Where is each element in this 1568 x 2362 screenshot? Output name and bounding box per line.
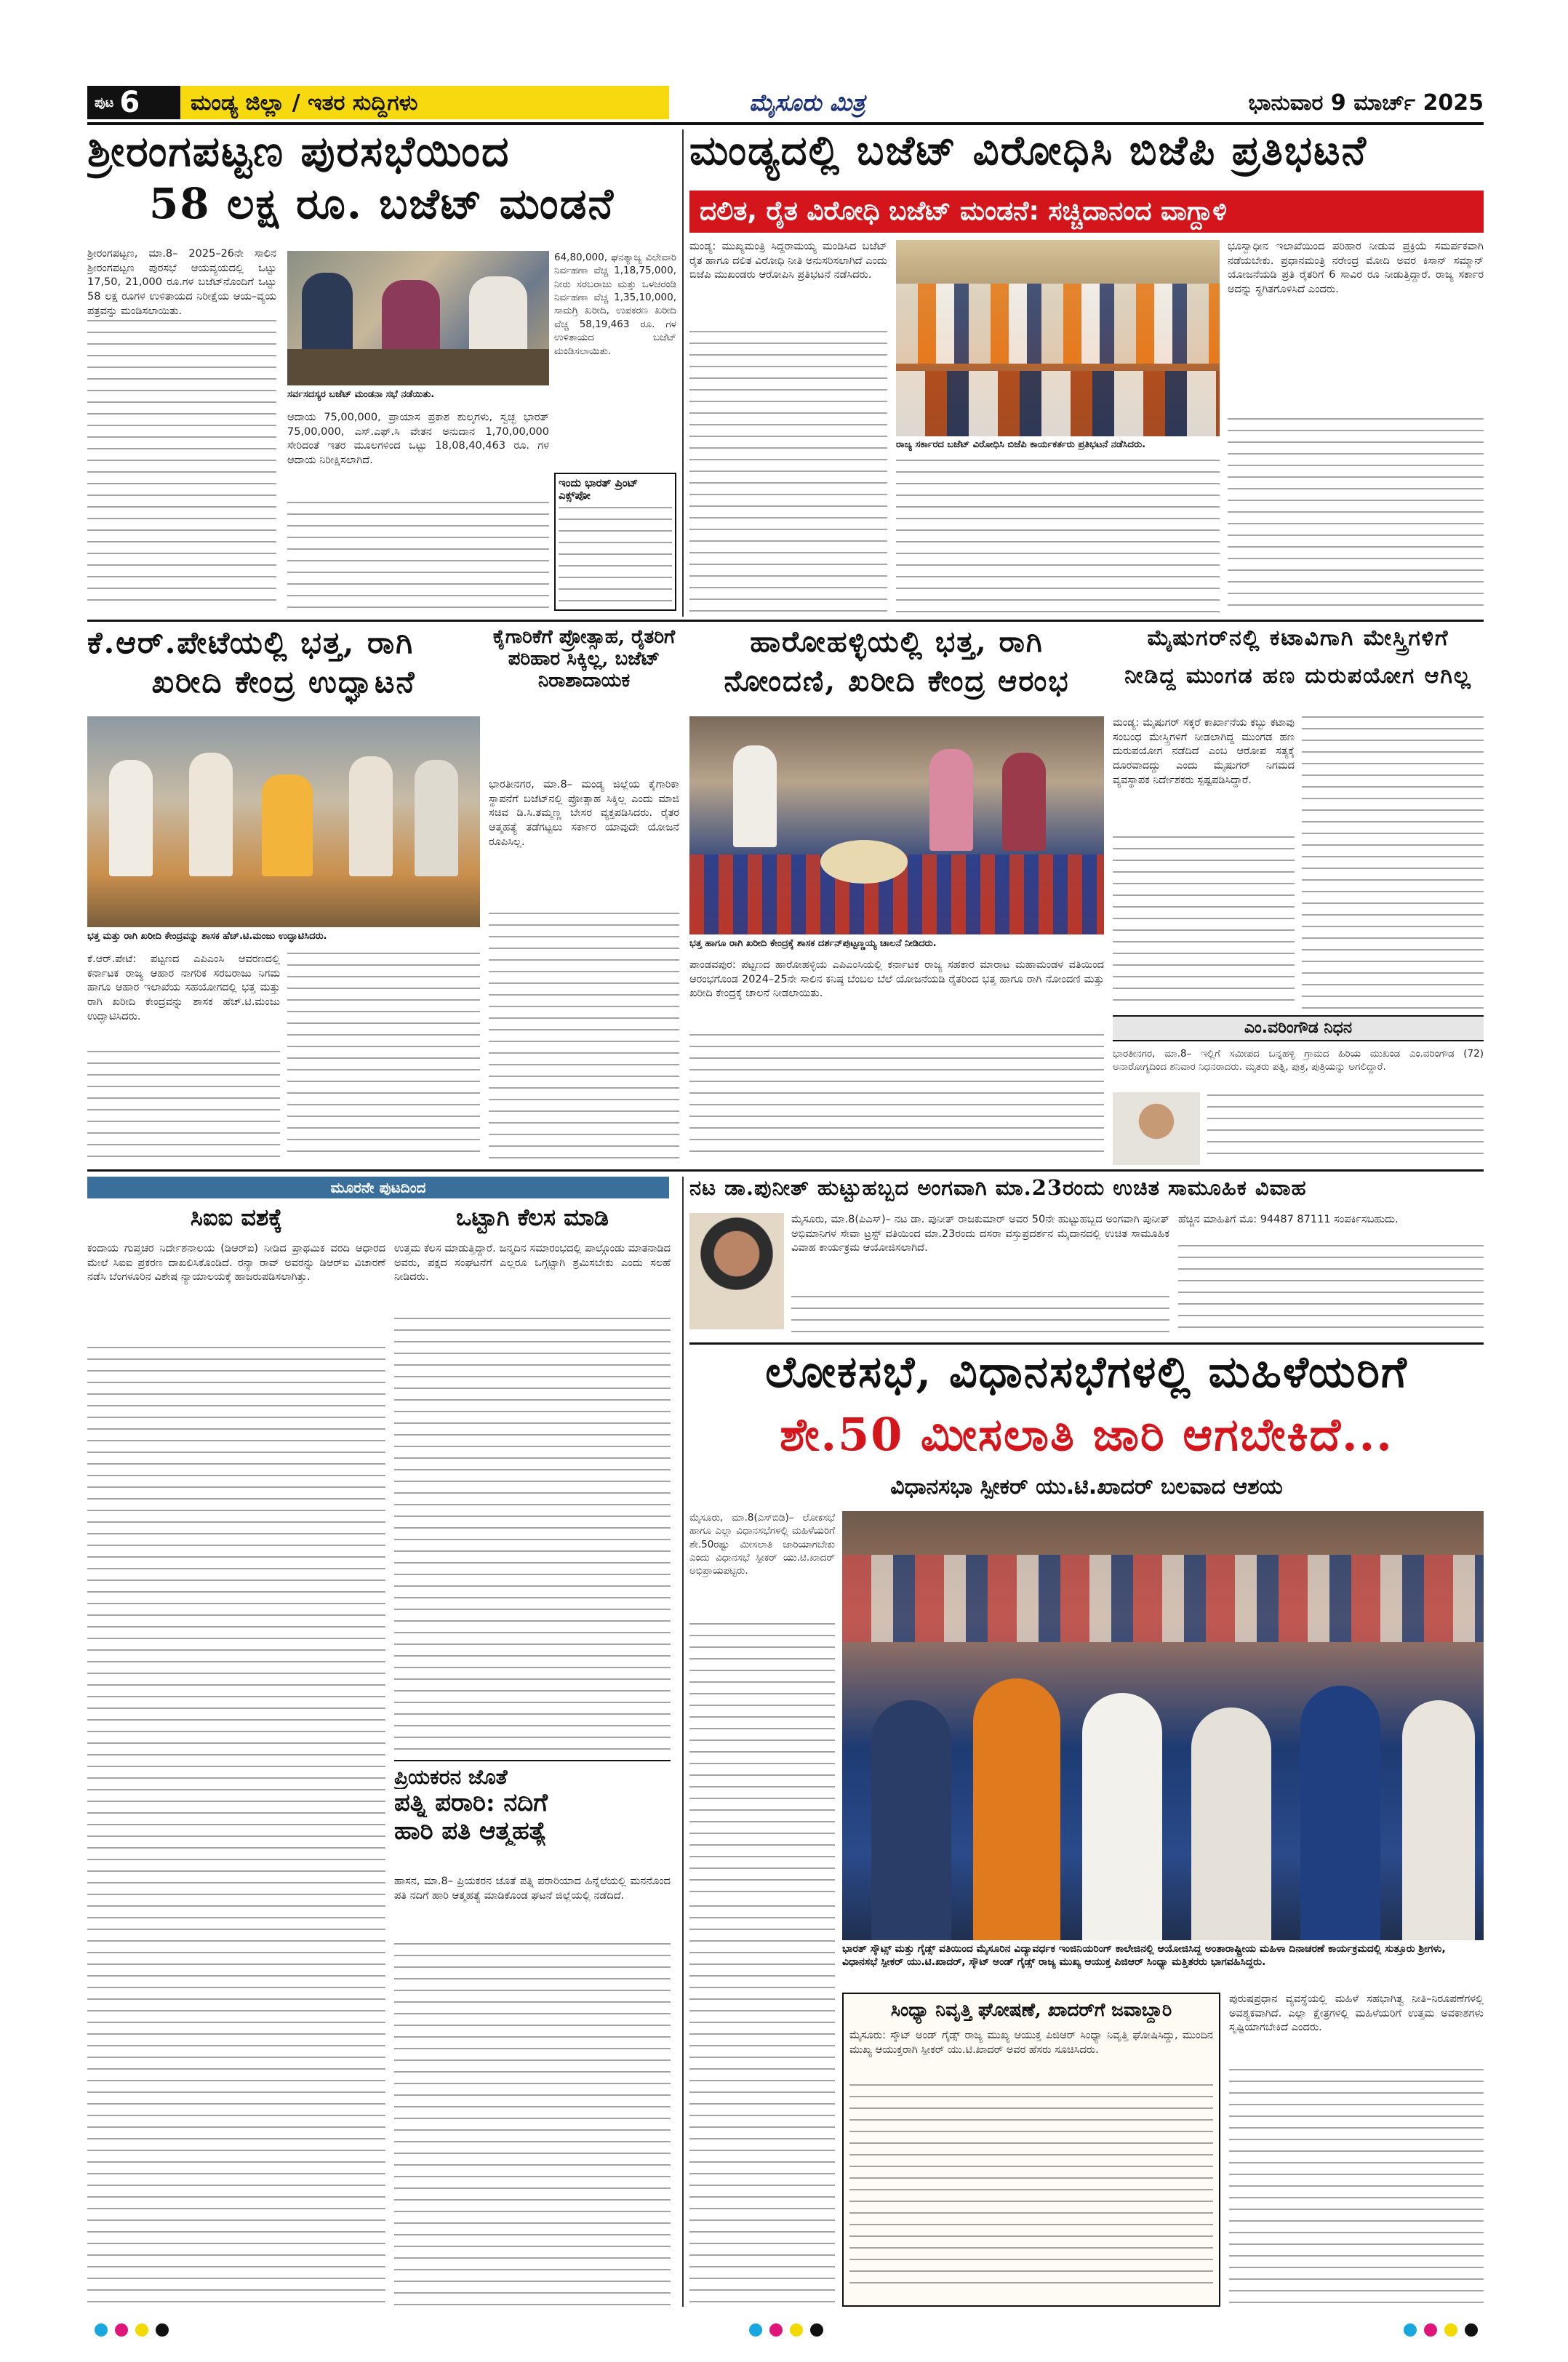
story1-column1-text — [87, 320, 276, 611]
story11-box-lines — [849, 2084, 1213, 2288]
story11-right-lines — [1229, 2069, 1484, 2307]
story5-headline — [689, 627, 1104, 707]
story5-photo — [689, 716, 1104, 934]
story10-headline: ನಟ ಡಾ.ಪುನೀತ್ ಹುಟ್ಟುಹಬ್ಬದ ಅಂಗವಾಗಿ ಮಾ.23ರಂದು ಉಚಿತ ಸಾಮೂಹಿಕ ವಿವಾಹ — [689, 1177, 1307, 1200]
story5-lines — [689, 1034, 1104, 1160]
story8-text: ಉತ್ತಮ ಕೆಲಸ ಮಾಡುತ್ತಿದ್ದಾರೆ. ಜನ್ಮದಿನ ಸಮಾರಂಭದಲ್ಲಿ ಪಾಲ್ಗೊಂಡು ಮಾತನಾಡಿದ ಅವರು, ಪಕ್ಷದ ಸಂಘಟನೆಗೆ ಎಲ್ಲರೂ ಒಗ್ಗಟ್ಟಾಗಿ ಶ್ರಮಿಸಬೇಕು ಎಂದು ಸಲಹೆ ನೀಡಿದರು. — [394, 1243, 671, 1284]
story7-headline: ಸಿಐಐ ವಶಕ್ಕೆ — [190, 1204, 283, 1231]
story11-column2-lines — [689, 1905, 835, 2307]
section-title: ಮಂಡ್ಯ ಜಿಲ್ಲಾ / ಇತರ ಸುದ್ದಿಗಳು — [191, 90, 418, 116]
story10-contact: ಹೆಚ್ಚಿನ ಮಾಹಿತಿಗೆ ಮೊ: 94487 87111 ಸಂಪರ್ಕಿಸಬಹುದು. — [1178, 1214, 1399, 1225]
story6-text: ಮಂಡ್ಯ: ಮೈಷುಗರ್ ಸಕ್ಕರೆ ಕಾರ್ಖಾನೆಯ ಕಬ್ಬು ಕಟಾವು ಸಂಬಂಧ ಮೇಸ್ತ್ರಿಗಳಿಗೆ ನೀಡಲಾಗಿದ್ದ ಮುಂಗಡ ಹಣ ದುರುಪಯೋಗ ನಡೆದಿದೆ ಎಂಬ ಆರೋಪ ಸತ್ಯಕ್ಕೆ ದೂರವಾದದ್ದು ಎಂದು ಮೈಷುಗರ್ ನಿಗಮದ ವ್ಯವಸ್ಥಾಪಕ ನಿರ್ದೇಶಕರು ಸ್ಪಷ್ಟಪಡಿಸಿದ್ದಾರೆ. — [1113, 717, 1295, 786]
story11-box — [842, 1993, 1220, 2307]
story3-photo — [87, 716, 480, 927]
story11-column1-lines — [689, 1623, 835, 1899]
story2-subheadline: ದಲಿತ, ರೈತ ವಿರೋಧಿ ಬಜೆಟ್ ಮಂಡನೆ: ಸಚ್ಚಿದಾನಂದ ವಾಗ್ದಾಳಿ — [689, 191, 1484, 233]
story1-lead-text: ಶ್ರೀರಂಗಪಟ್ಟಣ, ಮಾ.8– 2025–26ನೇ ಸಾಲಿನ ಶ್ರೀರಂಗಪಟ್ಟಣ ಪುರಸಭೆ ಆಯವ್ಯಯದಲ್ಲಿ ಒಟ್ಟು 17,50, 21,000 ರೂ.ಗಳ ಬಜೆಟ್‌ನೊಂದಿಗೆ ಒಟ್ಟು 58 ಲಕ್ಷ ರೂಗಳ ಉಳಿತಾಯದ ನಿರೀಕ್ಷೆಯ ಆಯ–ವ್ಯಯ ಪತ್ರವನ್ನು ಮಂಡಿಸಲಾಯಿತು. — [87, 248, 276, 317]
story1-inset-lines — [559, 507, 672, 609]
story3-headline — [87, 627, 480, 707]
row-rule-3 — [689, 1342, 1484, 1345]
story11-headline-line2: ಶೇ.50 ಮೀಸಲಾತಿ ಜಾರಿ ಆಗಬೇಕಿದೆ... — [780, 1411, 1393, 1461]
story9-headline-line2: ಪತ್ನಿ ಪರಾರಿ: ನದಿಗೆ — [394, 1789, 548, 1818]
story5-photo-caption: ಭತ್ತ ಹಾಗೂ ರಾಗಿ ಖರೀದಿ ಕೇಂದ್ರಕ್ಕೆ ಶಾಸಕ ದರ್ಶನ್‌ಪುಟ್ಟಣ್ಣಯ್ಯ ಚಾಲನೆ ನೀಡಿದರು. — [689, 938, 937, 949]
page-number: 6 — [119, 86, 140, 119]
obituary-text: ಭಾರತೀನಗರ, ಮಾ.8– ಇಲ್ಲಿಗೆ ಸಮೀಪದ ಬನ್ನಹಳ್ಳಿ ಗ್ರಾಮದ ಹಿರಿಯ ಮುಖಂಡ ಎಂ.ವರಿಂಗೌಡ (72) ಅನಾರೋಗ್ಯದಿಂದ ಶನಿವಾರ ನಿಧನರಾದರು. ಮೃತರು ಪತ್ನಿ, ಪುತ್ರ, ಪುತ್ರಿಯನ್ನು ಅಗಲಿದ್ದಾರೆ. — [1113, 1048, 1484, 1073]
masthead-rule — [87, 122, 1484, 125]
story10-lines — [791, 1296, 1169, 1337]
story4-lines — [489, 913, 679, 1160]
story10-text: ಮೈಸೂರು, ಮಾ.8(ಪಿಎಸ್)– ನಟ ಡಾ. ಪುನೀತ್ ರಾಜಕುಮಾರ್ ಅವರ 50ನೇ ಹುಟ್ಟುಹಬ್ಬದ ಅಂಗವಾಗಿ ಪುನೀತ್ ಅಭಿಮಾನಿಗಳ ಸೇವಾ ಟ್ರಸ್ಟ್ ವತಿಯಿಂದ ಮಾ.23ರಂದು ದಸರಾ ವಸ್ತುಪ್ರದರ್ಶನ ಮೈದಾನದಲ್ಲಿ ಉಚಿತ ಸಾಮೂಹಿಕ ವಿವಾಹ ಕಾರ್ಯಕ್ರಮ ಆಯೋಜಿಸಲಾಗಿದೆ. — [791, 1214, 1169, 1254]
story3-headline-line1: ಕೆ.ಆರ್.ಪೇಟೆಯಲ್ಲಿ ಭತ್ತ, ರಾಗಿ — [87, 627, 415, 660]
story11-headline-line1: ಲೋಕಸಭೆ, ವಿಧಾನಸಭೆಗಳಲ್ಲಿ ಮಹಿಳೆಯರಿಗೆ — [765, 1350, 1408, 1398]
story7-text: ಕಂದಾಯ ಗುಪ್ತಚರ ನಿರ್ದೇಶನಾಲಯ (ಡಿಆರ್‌ಐ) ನೀಡಿದ ಪ್ರಾಥಮಿಕ ವರದಿ ಆಧಾರದ ಮೇಲೆ ಸಿಐಐ ಪ್ರಕರಣ ದಾಖಲಿಸಿಕೊಂಡಿದೆ. ರನ್ಯಾ ರಾವ್ ಅವರನ್ನು ಡಿಆರ್‌ಐ ವಿಚಾರಣೆ ನಡೆಸಿ ಬೆಂಗಳೂರಿನ ವಿಶೇಷ ನ್ಯಾಯಾಲಯಕ್ಕೆ ಹಾಜರುಪಡಿಸಲಾಗಿತ್ತು. — [87, 1243, 385, 1284]
story6-headline-line2: ನೀಡಿದ್ದ ಮುಂಗಡ ಹಣ ದುರುಪಯೋಗ ಆಗಿಲ್ಲ — [1124, 665, 1472, 689]
story2-column2-text — [896, 460, 1220, 614]
story1-inset-box — [554, 473, 676, 611]
story7-lines — [87, 1347, 385, 2307]
story1-headline-line1: ಶ್ರೀರಂಗಪಟ್ಟಣ ಪುರಸಭೆಯಿಂದ — [87, 129, 511, 176]
story4-text: ಭಾರತೀನಗರ, ಮಾ.8– ಮಂಡ್ಯ ಜಿಲ್ಲೆಯ ಕೈಗಾರಿಕಾ ಸ್ಥಾಪನೆಗೆ ಬಜೆಟ್‌ನಲ್ಲಿ ಪ್ರೋತ್ಸಾಹ ಸಿಕ್ಕಿಲ್ಲ ಎಂದು ಮಾಜಿ ಸಚಿವ ಡಿ.ಸಿ.ತಮ್ಮಣ್ಣ ಬೇಸರ ವ್ಯಕ್ತಪಡಿಸಿದರು. ರೈತರ ಆತ್ಮಹತ್ಯೆ ತಡೆಗಟ್ಟಲು ಸರ್ಕಾರ ಯಾವುದೇ ಯೋಜನೆ ರೂಪಿಸಿಲ್ಲ. — [489, 779, 679, 848]
paper-name: ಮೈಸೂರು ಮಿತ್ರ — [749, 89, 865, 116]
story10-photo — [689, 1213, 784, 1329]
obituary-title: ಎಂ.ವರಿಂಗೌಡ ನಿಧನ — [1244, 1019, 1353, 1037]
story3-headline-line2: ಖರೀದಿ ಕೇಂದ್ರ ಉದ್ಘಾಟನೆ — [151, 666, 416, 700]
story3-column2-lines — [287, 953, 480, 1160]
obituary-title-bar — [1113, 1015, 1484, 1041]
obituary-portrait — [1113, 1092, 1200, 1165]
story1-column3-text: 64,80,000, ಘನತ್ಯಾಜ್ಯ ವಿಲೇವಾರಿ ನಿರ್ವಹಣಾ ವೆಚ್ಚ 1,18,75,000, ನೀರು ಸರಬರಾಜು ಮತ್ತು ಒಳಚರಂಡಿ ನಿರ್ವಹಣಾ ವೆಚ್ಚ 1,35,10,000, ಸಾಮಗ್ರಿ ಖರೀದಿ, ಉಪಕರಣ ಖರೀದಿ ವೆಚ್ಚ 58,19,463 ರೂ. ಗಳ ಉಳಿತಾಯದ ಬಜೆಟ್ ಮಂಡಿಸಲಾಯಿತು. — [554, 252, 676, 357]
continuation-label: ಮೂರನೇ ಪುಟದಿಂದ — [330, 1179, 426, 1196]
story11-deck: ವಿಧಾನಸಭಾ ಸ್ಪೀಕರ್ ಯು.ಟಿ.ಖಾದರ್ ಬಲವಾದ ಆಶಯ — [890, 1475, 1283, 1500]
story2-column1-text — [689, 331, 887, 614]
story5-text: ಪಾಂಡವಪುರ: ಪಟ್ಟಣದ ಹಾರೋಹಳ್ಳಿಯ ಎಪಿಎಂಸಿಯಲ್ಲಿ ಕರ್ನಾಟಕ ರಾಜ್ಯ ಸಹಕಾರ ಮಾರಾಟ ಮಹಾಮಂಡಳ ವತಿಯಿಂದ ಆರಂಭಗೊಂಡ 2024–25ನೇ ಸಾಲಿನ ಕನಿಷ್ಠ ಬೆಂಬಲ ಬೆಲೆ ಯೋಜನೆಯಡಿ ರೈತರಿಂದ ಭತ್ತ ಹಾಗೂ ರಾಗಿ ನೋಂದಣಿ ಮತ್ತು ಖರೀದಿ ಕೇಂದ್ರಕ್ಕೆ ಚಾಲನೆ ನೀಡಲಾಯಿತು. — [689, 959, 1104, 1000]
story11-text: ಮೈಸೂರು, ಮಾ.8(ಎಸ್‌ಬಿಡಿ)– ಲೋಕಸಭೆ ಹಾಗೂ ಎಲ್ಲಾ ವಿಧಾನಸಭೆಗಳಲ್ಲಿ ಮಹಿಳೆಯರಿಗೆ ಶೇ.50ರಷ್ಟು ಮೀಸಲಾತಿ ಜಾರಿಯಾಗಬೇಕು ಎಂದು ವಿಧಾನಸಭೆ ಸ್ಪೀಕರ್ ಯು.ಟಿ.ಖಾದರ್ ಅಭಿಪ್ರಾಯಪಟ್ಟರು. — [689, 1512, 835, 1577]
story1-photo-caption: ಸರ್ವಸದಸ್ಯರ ಬಜೆಟ್ ಮಂಡನಾ ಸಭೆ ನಡೆಯಿತು. — [287, 389, 435, 400]
continuation-label-bar — [87, 1177, 669, 1198]
story9-headline-line1: ಪ್ರಿಯಕರನ ಜೊತೆ — [394, 1766, 508, 1789]
obituary-lines — [1207, 1094, 1484, 1164]
story8-lines — [394, 1318, 671, 1754]
story11-photo — [842, 1511, 1484, 1940]
story9-text: ಹಾಸನ, ಮಾ.8– ಪ್ರಿಯಕರನ ಜೊತೆ ಪತ್ನಿ ಪರಾರಿಯಾದ ಹಿನ್ನೆಲೆಯಲ್ಲಿ ಮನನೊಂದ ಪತಿ ನದಿಗೆ ಹಾರಿ ಆತ್ಮಹತ್ಯೆ ಮಾಡಿಕೊಂಡ ಘಟನೆ ಜಿಲ್ಲೆಯಲ್ಲಿ ನಡೆದಿದೆ. — [394, 1875, 671, 1902]
story9-lines — [394, 1943, 671, 2307]
story2-headline: ಮಂಡ್ಯದಲ್ಲಿ ಬಜೆಟ್ ವಿರೋಧಿಸಿ ಬಿಜೆಪಿ ಪ್ರತಿಭಟನೆ — [689, 129, 1367, 175]
column-divider-lower — [682, 1177, 684, 2307]
story4-headline: ಕೈಗಾರಿಕೆಗೆ ಪ್ರೋತ್ಸಾಹ, ರೈತರಿಗೆ ಪರಿಹಾರ ಸಿಕ್ಕಿಲ್ಲ, ಬಜೆಟ್ ನಿರಾಶಾದಾಯಕ — [492, 627, 676, 692]
story6-column2-lines — [1302, 716, 1484, 1011]
story2-lead-text: ಮಂಡ್ಯ: ಮುಖ್ಯಮಂತ್ರಿ ಸಿದ್ದರಾಮಯ್ಯ ಮಂಡಿಸಿದ ಬಜೆಟ್ ರೈತ ಹಾಗೂ ದಲಿತ ವಿರೋಧಿ ನೀತಿ ಅನುಸರಿಸಲಾಗಿದೆ ಎಂದು ಬಿಜೆಪಿ ಮುಖಂಡರು ಆರೋಪಿಸಿ ಪ್ರತಿಭಟನೆ ನಡೆಸಿದರು. — [689, 241, 887, 281]
story5-headline-line1: ಹಾರೋಹಳ್ಳಿಯಲ್ಲಿ ಭತ್ತ, ರಾಗಿ — [750, 627, 1044, 659]
story1-column2-text: ಆದಾಯ 75,00,000, ಪ್ರಾಯಾಸ ಪ್ರಕಾಶ ಶುಲ್ಕಗಳು, ಸ್ವಚ್ಛ ಭಾರತ್ 75,00,000, ಎಸ್.ಎಫ್.ಸಿ ವೇತನ ಅನುದಾನ 1,70,00,000 ಸೇರಿದಂತೆ ಇತರ ಮೂಲಗಳಿಂದ ಒಟ್ಟು 18,08,40,463 ರೂ. ಗಳ ಆದಾಯ ನಿರೀಕ್ಷಿಸಲಾಗಿದೆ. — [287, 412, 549, 467]
story1-column2-lines — [287, 502, 549, 611]
story10-right-lines — [1178, 1245, 1484, 1337]
story6-headline — [1113, 627, 1484, 707]
story3-photo-caption: ಭತ್ತ ಮತ್ತು ರಾಗಿ ಖರೀದಿ ಕೇಂದ್ರವನ್ನು ಶಾಸಕ ಹೆಚ್.ಟಿ.ಮಂಜು ಉದ್ಘಾಟಿಸಿದರು. — [87, 931, 327, 942]
registration-marks-left — [95, 2323, 175, 2339]
issue-date: ಭಾನುವಾರ 9 ಮಾರ್ಚ್ 2025 — [1248, 90, 1484, 116]
registration-marks-right — [1404, 2323, 1484, 2339]
story1-headline-line2: 58 ಲಕ್ಷ ರೂ. ಬಜೆಟ್ ಮಂಡನೆ — [148, 182, 615, 228]
column-divider — [682, 129, 684, 617]
story3-column1-lines — [87, 1051, 280, 1160]
row-rule-1 — [87, 620, 1484, 622]
story11-box-text: ಮೈಸೂರು: ಸ್ಕೌಟ್ ಅಂಡ್ ಗೈಡ್ಸ್ ರಾಜ್ಯ ಮುಖ್ಯ ಆಯುಕ್ತ ಪಿಜಿಆರ್ ಸಿಂಧ್ಯಾ ನಿವೃತ್ತಿ ಘೋಷಿಸಿದ್ದು, ಮುಂದಿನ ಮುಖ್ಯ ಆಯುಕ್ತರಾಗಿ ಸ್ಪೀಕರ್ ಯು.ಟಿ.ಖಾದರ್ ಅವರ ಹೆಸರು ಸೂಚಿಸಿದರು. — [849, 2030, 1213, 2056]
story11-photo-caption: ಭಾರತ್ ಸ್ಕೌಟ್ಸ್ ಮತ್ತು ಗೈಡ್ಸ್ ವತಿಯಿಂದ ಮೈಸೂರಿನ ವಿದ್ಯಾವರ್ಧಕ ಇಂಜಿನಿಯರಿಂಗ್ ಕಾಲೇಜಿನಲ್ಲಿ ಆಯೋಜಿಸಿದ್ದ ಅಂತಾರಾಷ್ಟ್ರೀಯ ಮಹಿಳಾ ದಿನಾಚರಣೆ ಕಾರ್ಯಕ್ರಮದಲ್ಲಿ ಸುತ್ತೂರು ಶ್ರೀಗಳು, ವಿಧಾನಸಭೆ ಸ್ಪೀಕರ್ ಯು.ಟಿ.ಖಾದರ್, ಸ್ಕೌಟ್ ಅಂಡ್ ಗೈಡ್ಸ್ ರಾಜ್ಯ ಮುಖ್ಯ ಆಯುಕ್ತ ಪಿಜಿಆರ್ ಸಿಂಧ್ಯಾ ಮತ್ತಿತರರು ಭಾಗವಹಿಸಿದ್ದರು. — [842, 1943, 1446, 1968]
story2-photo-caption: ರಾಜ್ಯ ಸರ್ಕಾರದ ಬಜೆಟ್ ವಿರೋಧಿಸಿ ಬಿಜೆಪಿ ಕಾರ್ಯಕರ್ತರು ಪ್ರತಿಭಟನೆ ನಡೆಸಿದರು. — [896, 439, 1146, 450]
story1-photo — [287, 251, 549, 385]
story2-photo — [896, 240, 1220, 436]
story1-inset-title: ಇಂದು ಭಾರತ್ ಪ್ರಿಂಟ್ ಎಕ್ಸ್‌ಪೋ — [559, 477, 639, 503]
story1-headline — [87, 129, 676, 239]
story2-column3-lines — [1228, 418, 1484, 614]
story6-headline-line1: ಮೈಷುಗರ್‌ನಲ್ಲಿ ಕಟಾವಿಗಾಗಿ ಮೇಸ್ತ್ರಿಗಳಿಗೆ — [1147, 627, 1449, 651]
registration-marks-center — [749, 2323, 829, 2339]
page-label: ಪುಟ — [95, 95, 114, 111]
story11-box-title: ಸಿಂಧ್ಯಾ ನಿವೃತ್ತಿ ಘೋಷಣೆ, ಖಾದರ್‌ಗೆ ಜವಾಬ್ದಾರಿ — [890, 2000, 1172, 2020]
story11-right-text: ಪುರುಷಪ್ರಧಾನ ವ್ಯವಸ್ಥೆಯಲ್ಲಿ ಮಹಿಳೆ ಸಹಭಾಗಿತ್ವ ನೀತಿ–ನಿರೂಪಣೆಗಳಲ್ಲಿ ಅವಶ್ಯಕವಾಗಿದೆ. ಎಲ್ಲಾ ಕ್ಷೇತ್ರಗಳಲ್ಲಿ ಮಹಿಳೆಯರಿಗೆ ಉತ್ತಮ ಅವಕಾಶಗಳು ಸೃಷ್ಟಿಯಾಗಬೇಕಿದೆ ಎಂದರು. — [1229, 1993, 1484, 2034]
story8-headline: ಒಟ್ಟಾಗಿ ಕೆಲಸ ಮಾಡಿ — [455, 1204, 609, 1231]
row-rule-2 — [87, 1169, 1484, 1172]
story3-text: ಕೆ.ಆರ್.ಪೇಟೆ: ಪಟ್ಟಣದ ಎಪಿಎಂಸಿ ಆವರಣದಲ್ಲಿ ಕರ್ನಾಟಕ ರಾಜ್ಯ ಆಹಾರ ನಾಗರಿಕ ಸರಬರಾಜು ನಿಗಮ ಹಾಗೂ ಆಹಾರ ಇಲಾಖೆಯ ಸಹಯೋಗದಲ್ಲಿ ಭತ್ತ ಮತ್ತು ರಾಗಿ ಖರೀದಿ ಕೇಂದ್ರವನ್ನು ಶಾಸಕ ಹೆಚ್.ಟಿ.ಮಂಜು ಉದ್ಘಾಟಿಸಿದರು. — [87, 953, 280, 1022]
story6-column1-lines — [1113, 836, 1295, 1011]
story9-headline-line3: ಹಾರಿ ಪತಿ ಆತ್ಮಹತ್ಯೆ — [394, 1817, 547, 1846]
story9-headline — [394, 1760, 671, 1869]
story5-headline-line2: ನೋಂದಣಿ, ಖರೀದಿ ಕೇಂದ್ರ ಆರಂಭ — [724, 666, 1070, 698]
page-number-box — [87, 86, 180, 119]
story2-column3-text: ಭೂಸ್ವಾಧೀನ ಇಲಾಖೆಯಿಂದ ಪರಿಹಾರ ನೀಡುವ ಪ್ರಕ್ರಿಯೆ ಸಮರ್ಪಕವಾಗಿ ನಡೆಯಬೇಕು. ಪ್ರಧಾನಮಂತ್ರಿ ನರೇಂದ್ರ ಮೋದಿ ಅವರ ಕಿಸಾನ್ ಸಮ್ಮಾನ್ ಯೋಜನೆಯಡಿ ಪ್ರತಿ ರೈತರಿಗೆ 6 ಸಾವಿರ ರೂ ನೀಡುತ್ತಿದ್ದಾರೆ. ರಾಜ್ಯ ಸರ್ಕಾರ ಅದನ್ನು ಸ್ಥಗಿತಗೊಳಿಸಿದೆ ಎಂದರು. — [1228, 241, 1484, 296]
